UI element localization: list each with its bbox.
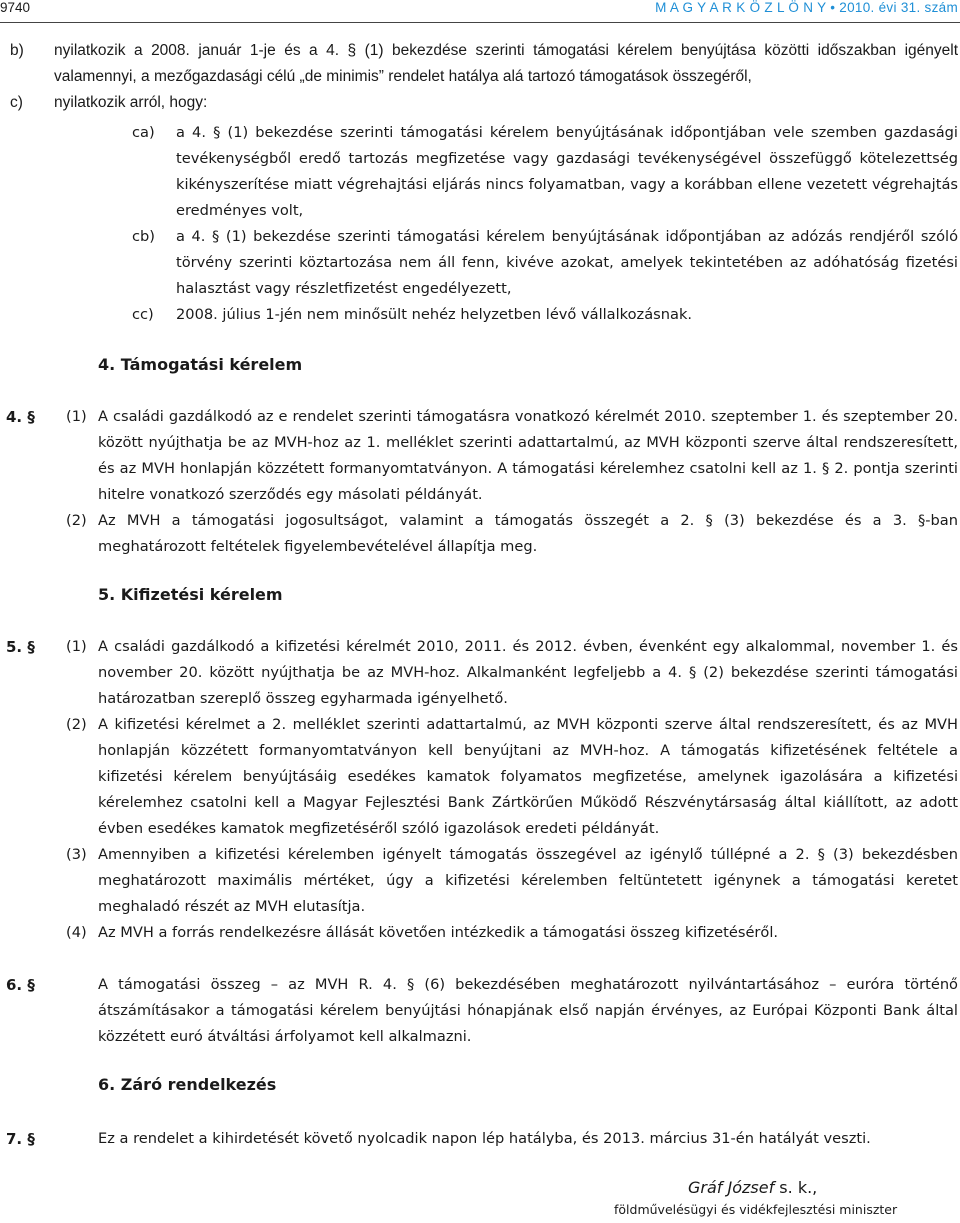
item-label: cc)	[132, 306, 154, 323]
signature-name	[688, 1178, 817, 1197]
item-text: a 4. § (1) bekezdése szerinti támogatási kérelem benyújtásának időpontjában az adózás rendjéről szóló törvény szerinti köztartozása nem áll fenn, kivéve azokat, amelyek tekintetében az adóhatóság fizetési halasztást vagy részletfizetést engedélyezett,	[176, 228, 958, 297]
section-text: Ez a rendelet a kihirdetését követő nyolcadik napon lép hatályba, és 2013. március 31-én hatályát veszti.	[98, 1130, 871, 1147]
para-label: (1)	[66, 638, 87, 655]
item-text: nyilatkozik a 2008. január 1-je és a 4. § (1) bekezdése szerinti támogatási kérelem benyújtása közötti időszakban igényelt valamennyi, a mezőgazdasági célú „de minimis” rendelet hatálya alá tartozó támogatások összegéről,	[54, 42, 958, 85]
para-text: Az MVH a támogatási jogosultságot, valamint a támogatás összegét a 2. § (3) bekezdése és a 3. §-ban meghatározott feltételek figyelembevételével állapítja meg.	[98, 512, 958, 555]
para-label: (1)	[66, 408, 87, 425]
page-number: 9740	[0, 0, 31, 15]
para-text: Az MVH a forrás rendelkezésre állását követően intézkedik a támogatási összeg kifizetéséről.	[98, 924, 779, 941]
signature-suffix: s. k.,	[774, 1178, 818, 1197]
para-text: A kifizetési kérelmet a 2. melléklet szerinti adattartalmú, az MVH központi szerve által rendszeresített, és az MVH honlapján közzétett formanyomtatványon kell benyújtani az MVH-hoz. A támogatás kifizetésének feltétele a kifizetési kérelem benyújtásáig esedékes kamatok folyamatos megfizetése, amelynek igazolására a kifizetési kérelemhez csatolni kell a Magyar Fejlesztési Bank Zártkörűen Működő Részvénytársaság által kiállított, az adott évben esedékes kamatok megfizetéséről szóló igazolások eredeti példányát.	[98, 716, 958, 837]
item-text: nyilatkozik arról, hogy:	[54, 94, 208, 111]
para-label: (4)	[66, 924, 87, 941]
section-heading: 4. Támogatási kérelem	[98, 355, 303, 374]
item-label: ca)	[132, 124, 155, 141]
item-label: b)	[10, 42, 24, 59]
signatory-name: Gráf József	[688, 1178, 775, 1197]
item-text: a 4. § (1) bekezdése szerinti támogatási kérelem benyújtásának időpontjában vele szemben gazdasági tevékenységből eredő tartozás megfizetése vagy gazdasági tevékenységével összefüggő kötelezettség kikényszerítése miatt végrehajtási eljárás nincs folyamatban, vagy a korábban ellene vezetett végrehajtás eredményes volt,	[176, 124, 958, 219]
signatory-title: földművelésügyi és vidékfejlesztési miniszter	[614, 1202, 898, 1217]
para-label: (2)	[66, 512, 87, 529]
para-text: A családi gazdálkodó az e rendelet szerinti támogatásra vonatkozó kérelmét 2010. szeptember 1. és szeptember 20. között nyújthatja be az MVH-hoz az 1. melléklet szerinti adattartalmú, az MVH központi szerve által rendszeresített, és az MVH honlapján közzétett formanyomtatványon. A támogatási kérelemhez csatolni kell az 1. § 2. pontja szerinti hitelre vonatkozó szerződés egy másolati példányát.	[98, 408, 958, 503]
item-text: 2008. július 1-jén nem minősült nehéz helyzetben lévő vállalkozásnak.	[176, 306, 693, 323]
para-text: Amennyiben a kifizetési kérelemben igényelt támogatás összegével az igénylő túllépné a 2. § (3) bekezdésben meghatározott maximális mértéket, úgy a kifizetési kérelemben feltüntetett igénynek a támogatási keretet meghaladó részét az MVH elutasítja.	[98, 846, 958, 915]
running-title: M A G Y A R K Ö Z L Ö N Y • 2010. évi 31. szám	[655, 0, 958, 15]
section-heading: 6. Záró rendelkezés	[98, 1075, 277, 1094]
para-label: (2)	[66, 716, 87, 733]
section-number: 7. §	[6, 1130, 35, 1148]
page-header	[0, 0, 960, 22]
item-label: c)	[10, 94, 23, 111]
para-text: A családi gazdálkodó a kifizetési kérelmét 2010, 2011. és 2012. évben, évenként egy alkalommal, november 1. és november 20. között nyújthatja be az MVH-hoz. Alkalmanként legfeljebb a 4. § (2) bekezdése szerinti támogatási határozatban szereplő összeg egyharmada igényelhető.	[98, 638, 958, 707]
item-label: cb)	[132, 228, 155, 245]
section-heading: 5. Kifizetési kérelem	[98, 585, 283, 604]
header-rule	[0, 22, 960, 23]
section-number: 4. §	[6, 408, 35, 426]
para-label: (3)	[66, 846, 87, 863]
section-number: 6. §	[6, 976, 35, 994]
section-number: 5. §	[6, 638, 35, 656]
section-text: A támogatási összeg – az MVH R. 4. § (6) bekezdésében meghatározott nyilvántartásához – euróra történő átszámításakor a támogatási kérelem benyújtási hónapjának első napján érvényes, az Európai Központi Bank által közzétett euró átváltási árfolyamot kell alkalmazni.	[98, 976, 958, 1045]
